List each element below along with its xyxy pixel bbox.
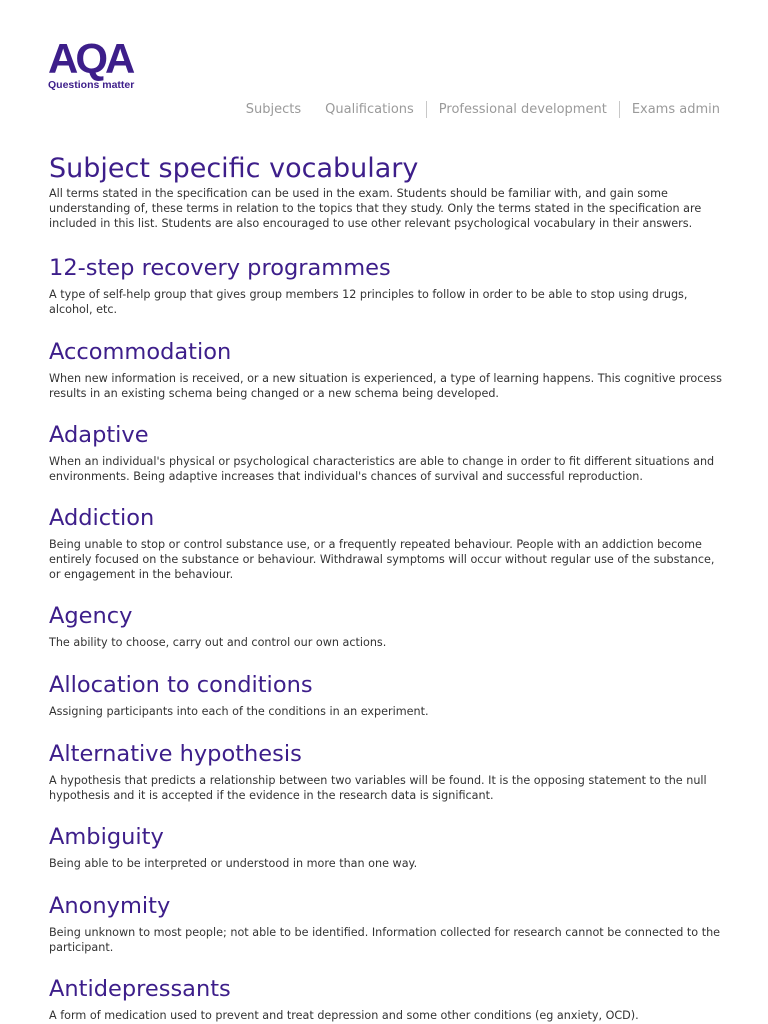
term-entry (49, 739, 725, 803)
nav-exams-admin[interactable]: Exams admin (631, 102, 720, 117)
term-heading: 12-step recovery programmes (49, 255, 391, 281)
page-intro: All terms stated in the specification can be used in the exam. Students should be familiar with, and gain some understanding of, these terms in relation to the topics that they study. Only the terms stated in the specification are included in this list. Students are also encouraged to use other relevant psychological vocabulary in their answers. (49, 187, 702, 230)
term-heading: Antidepressants (49, 976, 231, 1002)
term-heading: Accommodation (49, 339, 232, 365)
term-definition: Being unable to stop or control substance use, or a frequently repeated behaviour. People with an addiction become entirely focused on the substance or behaviour. Withdrawal symptoms will occur without regular use of the substance, or engagement in the behaviour. (49, 538, 715, 581)
nav-qualifications[interactable]: Qualifications (325, 102, 414, 117)
term-heading: Adaptive (49, 422, 149, 448)
term-definition: Being unknown to most people; not able to be identified. Information collected for research cannot be connected to the participant. (49, 926, 721, 954)
main-content (49, 152, 725, 1023)
term-entry (49, 420, 725, 484)
term-definition: When new information is received, or a new situation is experienced, a type of learning happens. This cognitive process results in an existing schema being changed or a new schema being developed. (49, 372, 722, 400)
term-definition: A form of medication used to prevent and treat depression and some other conditions (eg anxiety, OCD). (49, 1009, 639, 1022)
aqa-logo-tagline: Questions matter (48, 79, 135, 91)
nav-professional-development[interactable]: Professional development (438, 102, 607, 117)
term-entry (49, 822, 725, 871)
term-definition: Assigning participants into each of the conditions in an experiment. (49, 705, 429, 718)
term-definition: A type of self-help group that gives group members 12 principles to follow in order to be able to stop using drugs, alcohol, etc. (49, 288, 688, 316)
term-entry (49, 974, 725, 1023)
term-entry (49, 503, 725, 582)
term-entry (49, 601, 725, 650)
aqa-logo-mark: AQA (48, 35, 133, 82)
page-title: Subject specific vocabulary (49, 153, 419, 184)
term-heading: Addiction (49, 505, 155, 531)
term-heading: Anonymity (49, 893, 171, 919)
term-heading: Ambiguity (49, 824, 164, 850)
nav-subjects[interactable]: Subjects (245, 102, 302, 117)
aqa-logo[interactable] (48, 35, 148, 92)
term-entry (49, 253, 725, 317)
term-definition: When an individual's physical or psychological characteristics are able to change in order to fit different situations and environments. Being adaptive increases that individual's chances of survival and successful reproduction. (49, 455, 715, 483)
term-definition: Being able to be interpreted or understood in more than one way. (49, 857, 418, 870)
term-entry (49, 670, 725, 719)
term-entry (49, 891, 725, 955)
term-heading: Allocation to conditions (49, 672, 313, 698)
term-heading: Agency (49, 603, 133, 629)
term-entry (49, 337, 725, 401)
term-heading: Alternative hypothesis (49, 741, 302, 767)
term-definition: The ability to choose, carry out and control our own actions. (49, 636, 387, 649)
nav-divider (426, 101, 427, 118)
nav-divider (619, 101, 620, 118)
main-nav (246, 101, 720, 118)
term-definition: A hypothesis that predicts a relationship between two variables will be found. It is the opposing statement to the null hypothesis and it is accepted if the evidence in the research data is significant. (49, 774, 707, 802)
